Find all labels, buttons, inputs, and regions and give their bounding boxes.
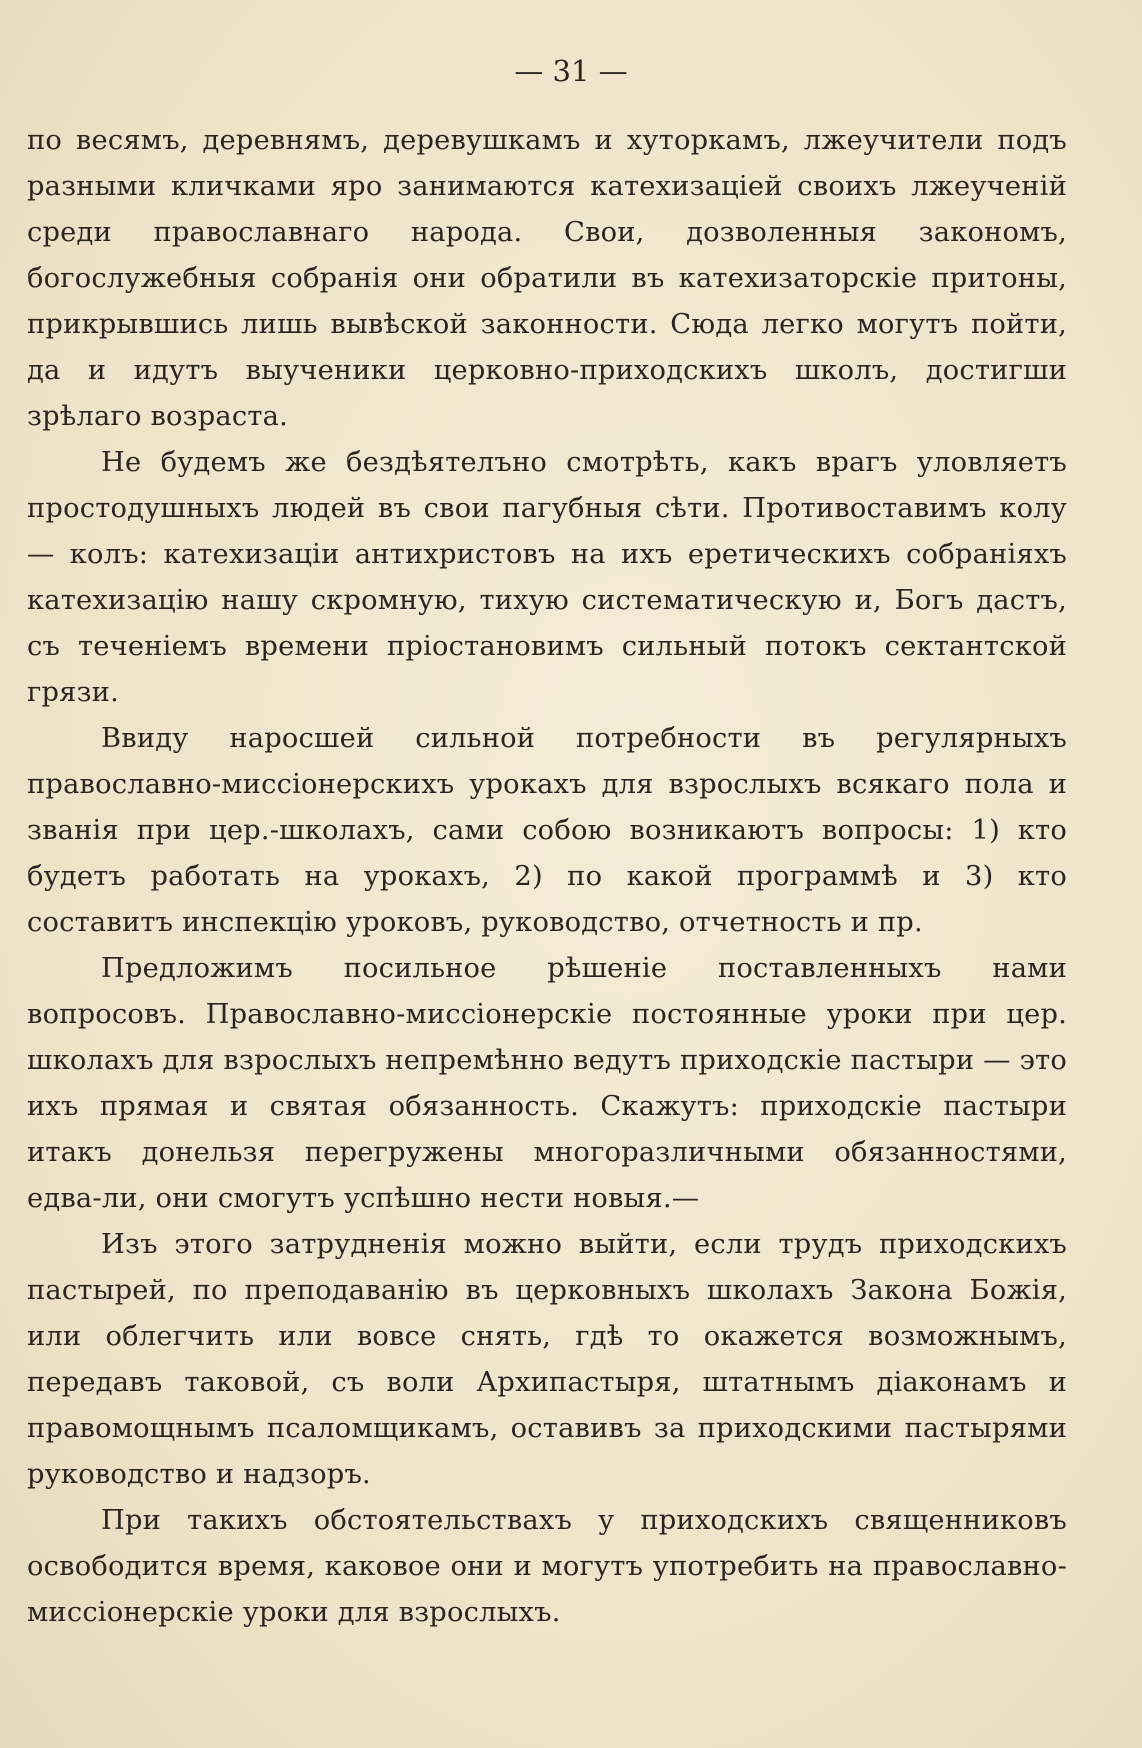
paragraph-1: по весямъ, деревнямъ, деревушкамъ и хуторкамъ, лжеучители подъ разными кличками яро занимаются катехизаціей своихъ лжеученій среди православнаго народа. Свои, дозволенныя закономъ, богослужебныя собранія они обратили въ катехизаторскіе притоны, прикрывшись лишь вывѣской законности. Сюда легко могутъ пойти, да и идутъ выученики церковно-приходскихъ школъ, достигши зрѣлаго возраста.	[27, 125, 1067, 432]
paragraph-2: Не будемъ же бездѣятелъно смотрѣть, какъ врагъ уловляетъ простодушныхъ людей въ свои пагубныя сѣти. Противоставимъ колу — колъ: катехизаціи антихристовъ на ихъ еретическихъ собраніяхъ катехизацію нашу скромную, тихую систематическую и, Богъ дастъ, съ теченіемъ времени пріостановимъ сильный потокъ сектантской грязи.	[27, 447, 1067, 708]
paragraph-4: Предложимъ посильное рѣшеніе поставленныхъ нами вопросовъ. Православно-миссіонерскіе постоянные уроки при цер. школахъ для взрослыхъ непремѣнно ведутъ приходскіе пастыри — это ихъ прямая и святая обязанность. Скажутъ: приходскіе пастыри итакъ донельзя перегружены многоразличными обязанностями, едва-ли, они смогутъ успѣшно нести новыя.—	[27, 953, 1067, 1214]
paragraph-6: При такихъ обстоятельствахъ у приходскихъ священниковъ освободится время, каковое они и могутъ употребить на православно-миссіонерскіе уроки для взрослыхъ.	[27, 1505, 1067, 1628]
page-number: — 31 —	[514, 54, 628, 88]
paragraph-3: Ввиду наросшей сильной потребности въ регулярныхъ православно-миссіонерскихъ урокахъ для взрослыхъ всякаго пола и званія при цер.-школахъ, сами собою возникаютъ вопросы: 1) кто будетъ работать на урокахъ, 2) по какой программѣ и 3) кто составитъ инспекцію уроковъ, руководство, отчетность и пр.	[27, 723, 1067, 938]
paragraph-5: Изъ этого затрудненія можно выйти, если трудъ приходскихъ пастырей, по преподаванію въ церковныхъ школахъ Закона Божія, или облегчить или вовсе снять, гдѣ то окажется возможнымъ, передавъ таковой, съ воли Архипастыря, штатнымъ діаконамъ и правомощнымъ псаломщикамъ, оставивъ за приходскими пастырями руководство и надзоръ.	[27, 1229, 1067, 1490]
body-text	[27, 118, 1067, 1636]
